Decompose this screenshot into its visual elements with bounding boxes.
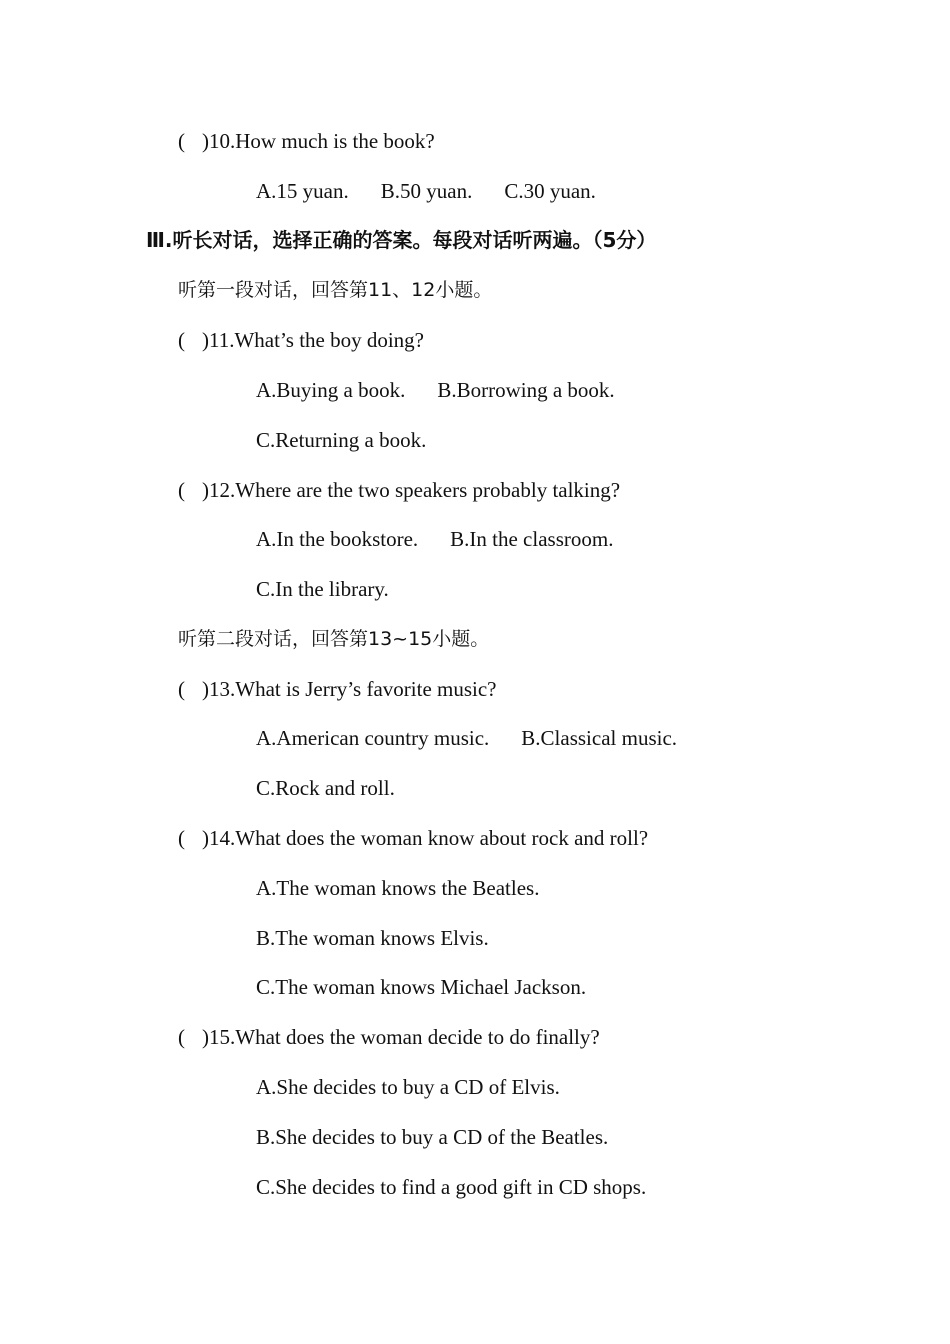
option-11-c: C.Returning a book. [256, 428, 427, 452]
question-13-options-row1 [256, 724, 677, 752]
question-12-stem: )12.Where are the two speakers probably talking? [202, 478, 621, 502]
option-13-b: B.Classical music. [521, 726, 678, 750]
answer-blank-14[interactable]: ( [178, 826, 185, 850]
answer-blank-12[interactable]: ( [178, 478, 185, 502]
option-12-c: C.In the library. [256, 577, 389, 601]
option-14-a: A.The woman knows the Beatles. [256, 876, 540, 900]
option-13-a: A.American country music. [256, 726, 490, 750]
option-12-b: B.In the classroom. [450, 527, 614, 551]
answer-blank-13[interactable]: ( [178, 677, 185, 701]
option-11-b: B.Borrowing a book. [437, 378, 615, 402]
question-13-stem: )13.What is Jerry’s favorite music? [202, 677, 497, 701]
question-10-stem: )10.How much is the book? [202, 129, 435, 153]
option-10-a: A.15 yuan. [256, 179, 349, 203]
question-14 [178, 824, 648, 852]
answer-blank-10[interactable]: ( [178, 129, 185, 153]
option-10-b: B.50 yuan. [380, 179, 473, 203]
question-11-stem: )11.What’s the boy doing? [202, 328, 425, 352]
option-12-a: A.In the bookstore. [256, 527, 419, 551]
question-11-options-row1 [256, 376, 615, 404]
option-15-b: B.She decides to buy a CD of the Beatles. [256, 1125, 609, 1149]
option-14-c: C.The woman knows Michael Jackson. [256, 975, 587, 999]
option-11-a: A.Buying a book. [256, 378, 406, 402]
question-12-options-row1 [256, 525, 613, 553]
question-15-stem: )15.What does the woman decide to do finally? [202, 1025, 600, 1049]
question-12 [178, 476, 620, 504]
option-13-c: C.Rock and roll. [256, 776, 395, 800]
question-14-stem: )14.What does the woman know about rock and roll? [202, 826, 649, 850]
option-10-c: C.30 yuan. [504, 179, 596, 203]
question-11 [178, 326, 424, 354]
answer-blank-15[interactable]: ( [178, 1025, 185, 1049]
option-14-b: B.The woman knows Elvis. [256, 926, 489, 950]
option-15-a: A.She decides to buy a CD of Elvis. [256, 1075, 560, 1099]
section-3-heading: Ⅲ.听长对话，选择正确的答案。每段对话听两遍。（5分） [146, 228, 657, 252]
question-15 [178, 1023, 600, 1051]
question-13 [178, 675, 497, 703]
dialog-1-instruction: 听第一段对话，回答第11、12小题。 [178, 279, 493, 301]
dialog-2-instruction: 听第二段对话，回答第13~15小题。 [178, 628, 490, 650]
answer-blank-11[interactable]: ( [178, 328, 185, 352]
question-10-options [256, 177, 596, 205]
option-15-c: C.She decides to find a good gift in CD shops. [256, 1175, 647, 1199]
question-10 [178, 127, 435, 155]
